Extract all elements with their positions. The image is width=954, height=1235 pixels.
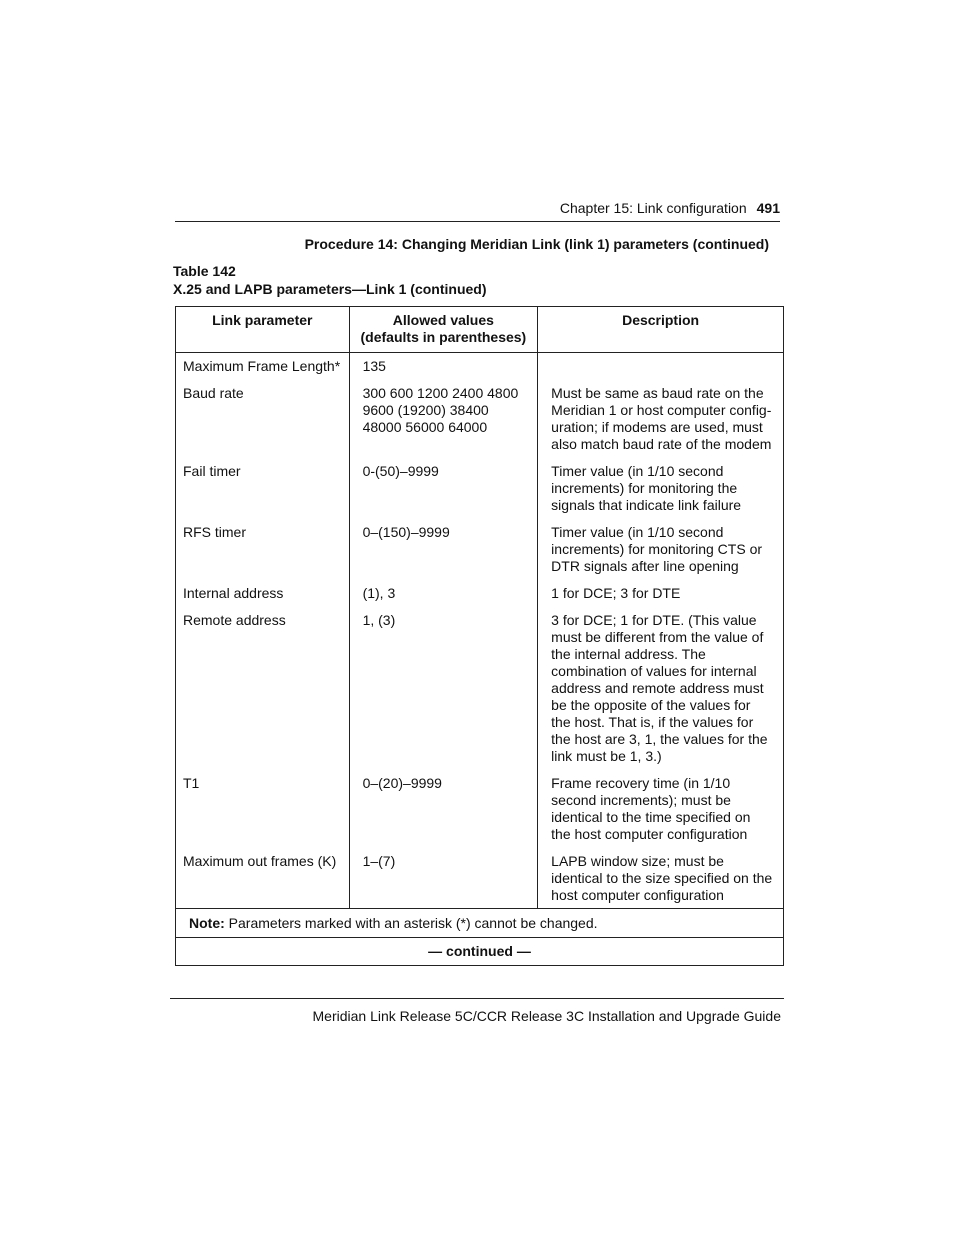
table-row — [176, 775, 784, 853]
allowed-values-cell — [349, 585, 538, 612]
chapter-title: Chapter 15: Link configuration — [559, 200, 747, 216]
description-line: second increments); must be — [551, 792, 731, 808]
description-line: must be different from the value of — [551, 629, 764, 645]
description-line: identical to the size specified on the — [551, 870, 773, 886]
description-line: increments) for monitoring CTS or — [551, 541, 763, 557]
description-line: Timer value (in 1/10 second — [551, 463, 724, 479]
description-line: address and remote address must — [551, 680, 764, 696]
description-line: Must be same as baud rate on the — [551, 385, 764, 401]
footer-text: Meridian Link Release 5C/CCR Release 3C Installation and Upgrade Guide — [312, 1008, 781, 1024]
description-line: Timer value (in 1/10 second — [551, 524, 724, 540]
table-header-row — [176, 307, 784, 353]
table-body — [176, 353, 784, 909]
header-description: Description — [538, 307, 784, 353]
description-line: also match baud rate of the modem — [551, 436, 772, 452]
table-title: X.25 and LAPB parameters—Link 1 (continued) — [173, 281, 487, 297]
allowed-values-cell — [349, 775, 538, 853]
description-line: be the opposite of the values for — [551, 697, 751, 713]
allowed-values-cell — [349, 524, 538, 585]
description-line: identical to the time specified on — [551, 809, 751, 825]
allowed-values-cell — [349, 612, 538, 775]
running-header — [175, 200, 780, 216]
allowed-values-cell — [349, 463, 538, 524]
description-line: link must be 1, 3.) — [551, 748, 662, 764]
description-line: uration; if modems are used, must — [551, 419, 763, 435]
allowed-values-cell — [349, 853, 538, 909]
table-row — [176, 612, 784, 775]
link-parameter-cell: Baud rate — [176, 385, 350, 463]
header-rule — [175, 221, 780, 222]
description-line: the internal address. The — [551, 646, 706, 662]
description-line: DTR signals after line opening — [551, 558, 739, 574]
page-number: 491 — [756, 200, 780, 216]
link-parameter-cell: Maximum out frames (K) — [176, 853, 350, 909]
description-cell — [538, 353, 784, 386]
link-parameter-cell: Fail timer — [176, 463, 350, 524]
allowed-values-line: 0-(50)–9999 — [362, 463, 439, 479]
allowed-values-line: 0–(20)–9999 — [362, 775, 442, 791]
table-row — [176, 524, 784, 585]
table-row — [176, 853, 784, 909]
link-parameter-cell: Maximum Frame Length* — [176, 353, 350, 386]
note-label: Note: — [189, 915, 225, 931]
description-line: 1 for DCE; 3 for DTE — [551, 585, 681, 601]
description-cell — [538, 385, 784, 463]
description-cell — [538, 853, 784, 909]
procedure-title: Procedure 14: Changing Meridian Link (link 1) parameters (continued) — [304, 236, 769, 252]
table-row — [176, 463, 784, 524]
link-parameter-cell: RFS timer — [176, 524, 350, 585]
description-line: Meridian 1 or host computer config- — [551, 402, 772, 418]
table-continued-row — [176, 938, 784, 966]
allowed-values-cell — [349, 353, 538, 386]
allowed-values-line: 9600 (19200) 38400 — [362, 402, 489, 418]
link-parameter-cell: Remote address — [176, 612, 350, 775]
allowed-values-line: (1), 3 — [362, 585, 396, 601]
description-line: host computer configuration — [551, 887, 724, 903]
link-parameter-cell: Internal address — [176, 585, 350, 612]
allowed-values-line: 1, (3) — [362, 612, 396, 628]
description-line: the host. That is, if the values for — [551, 714, 754, 730]
description-line: 3 for DCE; 1 for DTE. (This value — [551, 612, 757, 628]
allowed-values-cell — [349, 385, 538, 463]
note-text: Parameters marked with an asterisk (*) cannot be changed. — [224, 915, 598, 931]
table-row — [176, 353, 784, 386]
allowed-values-line: 135 — [362, 358, 386, 374]
allowed-values-line: 1–(7) — [362, 853, 396, 869]
header-link-parameter: Link parameter — [176, 307, 350, 353]
header-allowed-values: Allowed values (defaults in parentheses) — [349, 307, 538, 353]
table-note — [176, 909, 784, 938]
parameters-table — [175, 306, 784, 966]
footer-rule — [170, 998, 784, 999]
description-cell — [538, 775, 784, 853]
allowed-values-line: 0–(150)–9999 — [362, 524, 450, 540]
description-line: the host computer configuration — [551, 826, 748, 842]
table-row — [176, 385, 784, 463]
table-number: Table 142 — [173, 263, 236, 279]
allowed-values-line: 300 600 1200 2400 4800 — [362, 385, 519, 401]
description-cell — [538, 463, 784, 524]
description-line: Frame recovery time (in 1/10 — [551, 775, 731, 791]
description-line: increments) for monitoring the — [551, 480, 738, 496]
table-note-row — [176, 909, 784, 938]
description-cell — [538, 585, 784, 612]
table-caption — [173, 262, 487, 298]
table-row — [176, 585, 784, 612]
description-line: combination of values for internal — [551, 663, 757, 679]
description-cell — [538, 524, 784, 585]
description-line: LAPB window size; must be — [551, 853, 724, 869]
description-line: signals that indicate link failure — [551, 497, 742, 513]
continued-label: — continued — — [176, 938, 784, 966]
link-parameter-cell: T1 — [176, 775, 350, 853]
allowed-values-line: 48000 56000 64000 — [362, 419, 488, 435]
description-line: the host are 3, 1, the values for the — [551, 731, 768, 747]
description-cell — [538, 612, 784, 775]
